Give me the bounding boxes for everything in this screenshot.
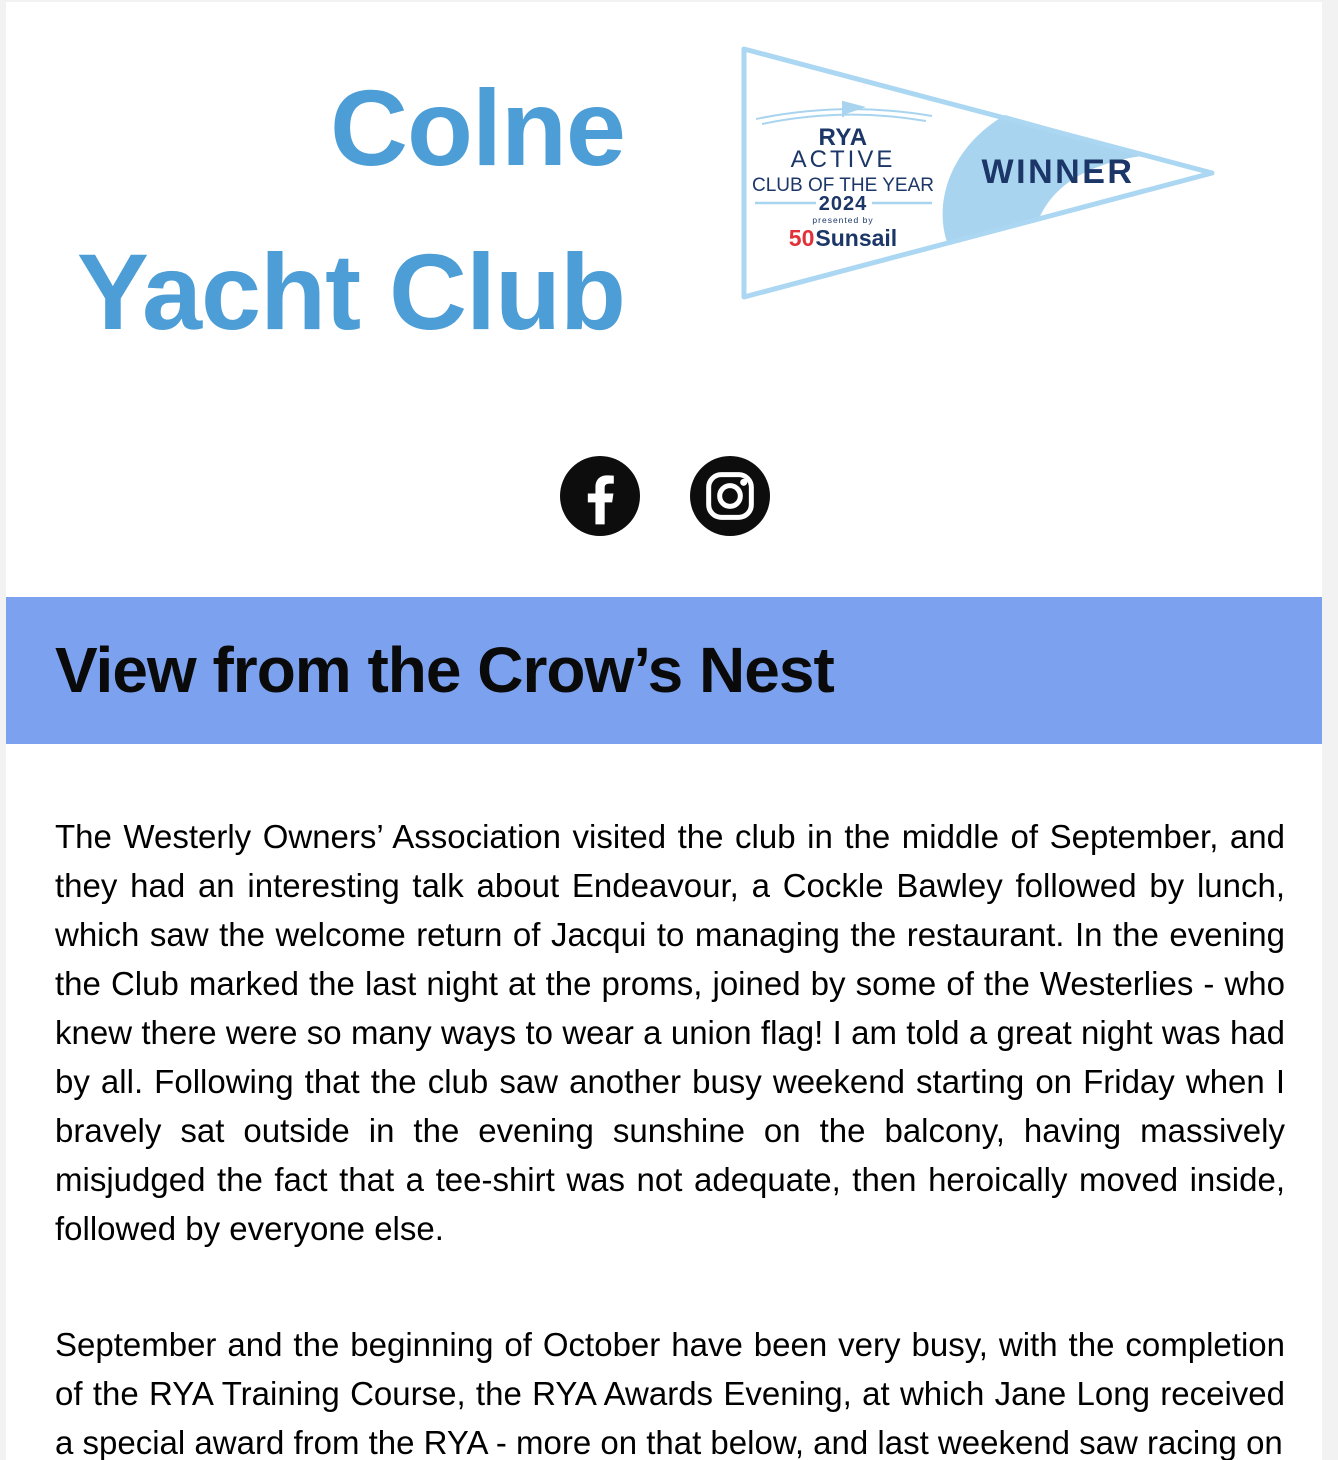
section-heading: View from the Crow’s Nest [55,634,834,706]
newsletter-card [6,2,1322,1460]
sunsail-logo [789,225,897,251]
sunsail-name: Sunsail [815,225,898,251]
pennant-presented-by: presented by [812,215,874,225]
facebook-link[interactable] [560,456,640,536]
pennant-winner-text: WINNER [981,153,1135,191]
article-paragraph: The Westerly Owners’ Association visited the club in the middle of September, and they had an interesting talk about Endeavour, a Cockle Bawley followed by lunch, which saw the welcome return of Jacqui to managing the restaurant. In the evening the Club marked the last night at the proms, joined by some of the Westerlies - who knew there were so many ways to wear a union flag! I am told a great night was had by all. Following that the club saw another busy weekend starting on Friday when I bravely sat outside in the evening sunshine on the balcony, having massively misjudged the fact that a tee-shirt was not adequate, then heroically moved inside, followed by everyone else. [55,818,1285,1247]
club-title-line1: Colne [329,67,625,188]
instagram-link[interactable] [690,456,770,536]
rya-winner-pennant-logo [740,45,1218,301]
section-banner [6,597,1322,744]
pennant-active-text: ACTIVE [790,146,896,173]
instagram-icon [690,456,770,536]
sunsail-50: 50 [788,225,815,251]
social-icons-row [6,456,1322,536]
article-paragraph: September and the beginning of October have been very busy, with the completion of the RYA Training Course, the RYA Awards Evening, at which Jane Long received a special award from the RYA - more on that below, and last weekend saw racing on [55,1326,1285,1460]
pennant-year-text: 2024 [818,193,868,215]
pennant-rya-text: RYA [818,124,868,151]
article-body [6,812,1322,1460]
club-title-line2: Yacht Club [76,231,625,352]
facebook-icon [560,456,640,536]
pennant-club-of-year-text: CLUB OF THE YEAR [752,175,934,196]
club-title [6,67,625,352]
